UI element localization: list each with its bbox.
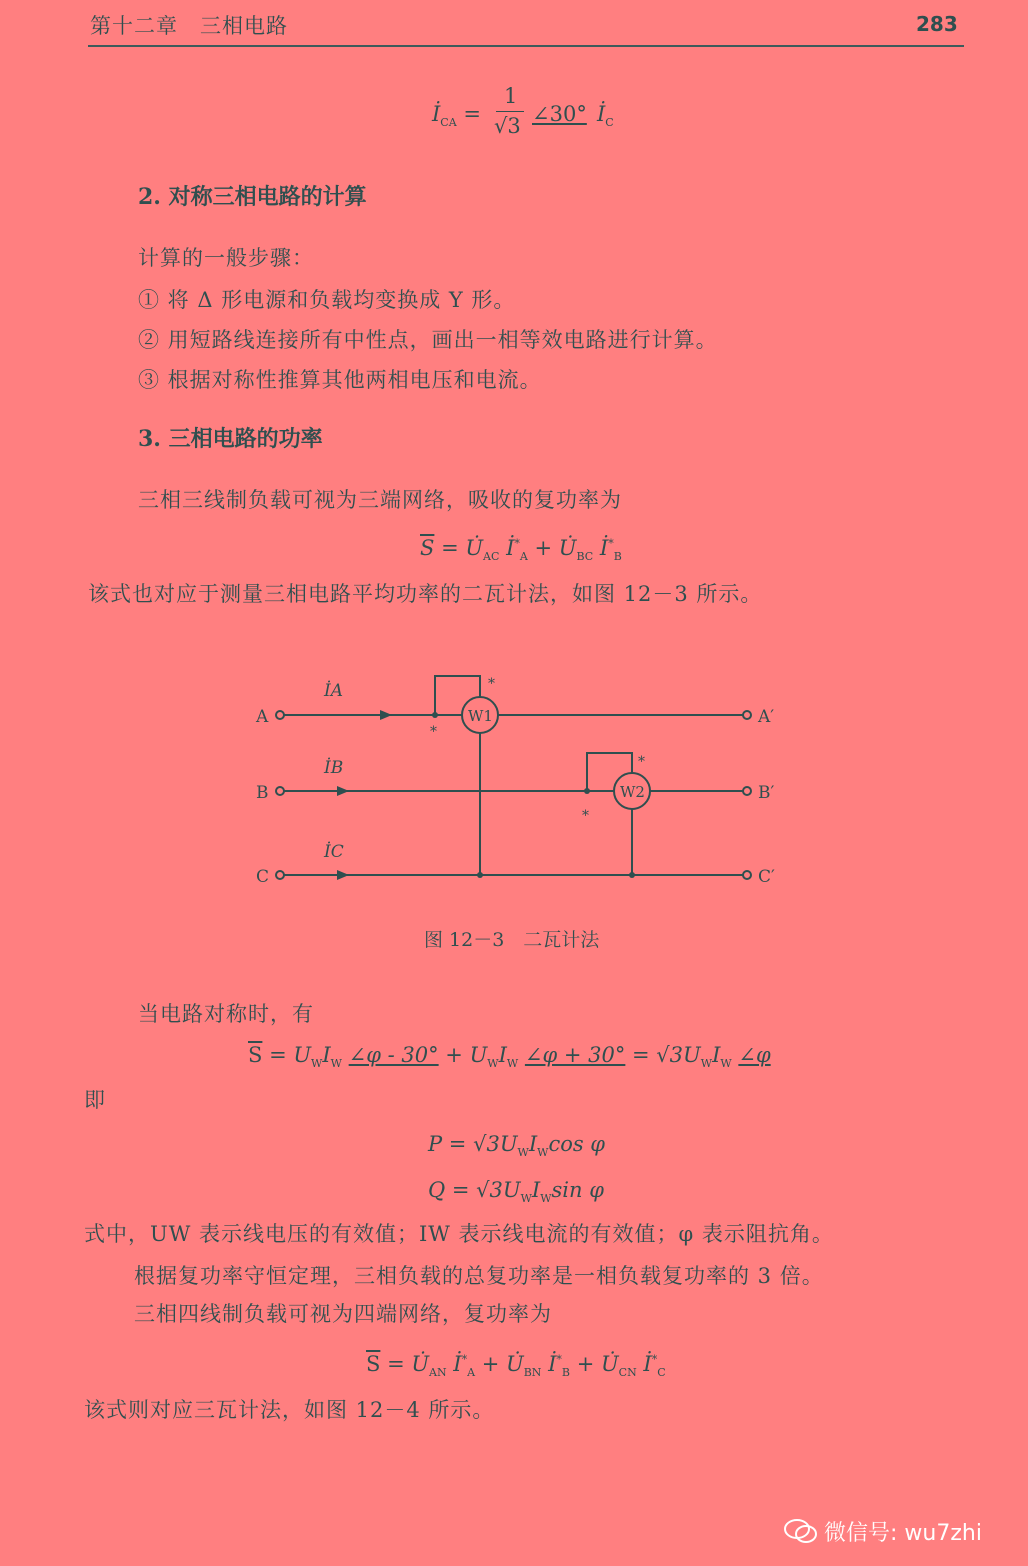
current-ic: İC: [324, 842, 344, 862]
node-b-prime: B′: [758, 783, 775, 803]
step-1: ① 将 Δ 形电源和负载均变换成 Y 形。: [138, 288, 516, 312]
node-c: C: [256, 867, 270, 887]
steps-intro: 计算的一般步骤：: [138, 246, 314, 270]
star-w2-top: *: [638, 754, 645, 770]
paragraph-four-wire: 三相四线制负载可视为四端网络，复功率为: [134, 1302, 552, 1326]
formula-s-three-wire: $\overline{S}$ = $U̇_{AC}$ $İ^*_A$ + $U̇_{BC}$ $İ^*_B$: [420, 536, 622, 564]
chapter-header: 第十二章 三相电路: [90, 14, 288, 38]
formula-s-symmetric: $\overline{S} = U_WI_W$ ∠φ - $30^\circ + U_WI_W$ ∠φ + $30^\circ = √3U_WI_W$ ∠φ: [248, 1043, 771, 1071]
formula-q: $Q = √3U_WI_W\sin$ φ: [428, 1178, 604, 1206]
paragraph-definitions: 式中，UW 表示线电压的有效值；IW 表示线电流的有效值；φ 表示阻抗角。: [84, 1222, 834, 1246]
formula-p: $P = √3U_WI_W\cos$ φ: [428, 1132, 606, 1160]
formula-ica: $İ_{CA}$ = 1 √3 ∠30° $İ_C$: [432, 84, 614, 138]
watermark-text: 微信号: wu7zhi: [824, 1521, 982, 1546]
paragraph-ji: 即: [84, 1088, 106, 1112]
node-c-prime: C′: [758, 867, 775, 887]
page-number: 283: [916, 12, 958, 36]
step-2: ② 用短路线连接所有中性点，画出一相等效电路进行计算。: [138, 328, 718, 352]
node-a-prime: A′: [758, 707, 775, 727]
w2-label: W2: [620, 783, 645, 801]
header-rule: [88, 45, 964, 47]
current-ia: İA: [324, 681, 343, 701]
star-w1-bottom: *: [430, 724, 437, 740]
current-ib: İB: [324, 758, 344, 778]
wechat-icon: [784, 1518, 818, 1544]
paragraph-three-wire: 三相三线制负载可视为三端网络，吸收的复功率为: [138, 488, 622, 512]
section-3-title: 3. 三相电路的功率: [138, 426, 323, 452]
paragraph-two-wattmeter: 该式也对应于测量三相电路平均功率的二瓦计法，如图 12－3 所示。: [88, 582, 763, 606]
section-2-title: 2. 对称三相电路的计算: [138, 184, 367, 210]
figure-caption: 图 12－3 二瓦计法: [424, 929, 600, 951]
paragraph-conservation: 根据复功率守恒定理，三相负载的总复功率是一相负载复功率的 3 倍。: [134, 1264, 824, 1288]
step-3: ③ 根据对称性推算其他两相电压和电流。: [138, 368, 542, 392]
formula-s-four-wire: $\overline{S}$ = $U̇_{AN}$ $İ^*_A$ + $U̇_{BN}$ $İ^*_B$ + $U̇_{CN}$ $İ^*_C$: [366, 1352, 666, 1380]
star-w1-top: *: [488, 676, 495, 692]
two-wattmeter-circuit: [240, 660, 800, 900]
paragraph-symmetric: 当电路对称时，有: [138, 1002, 314, 1026]
node-a: A: [256, 707, 269, 727]
node-b: B: [256, 783, 269, 803]
w1-label: W1: [468, 707, 493, 725]
paragraph-three-wattmeter: 该式则对应三瓦计法，如图 12－4 所示。: [84, 1398, 495, 1422]
star-w2-bottom: *: [582, 808, 589, 824]
